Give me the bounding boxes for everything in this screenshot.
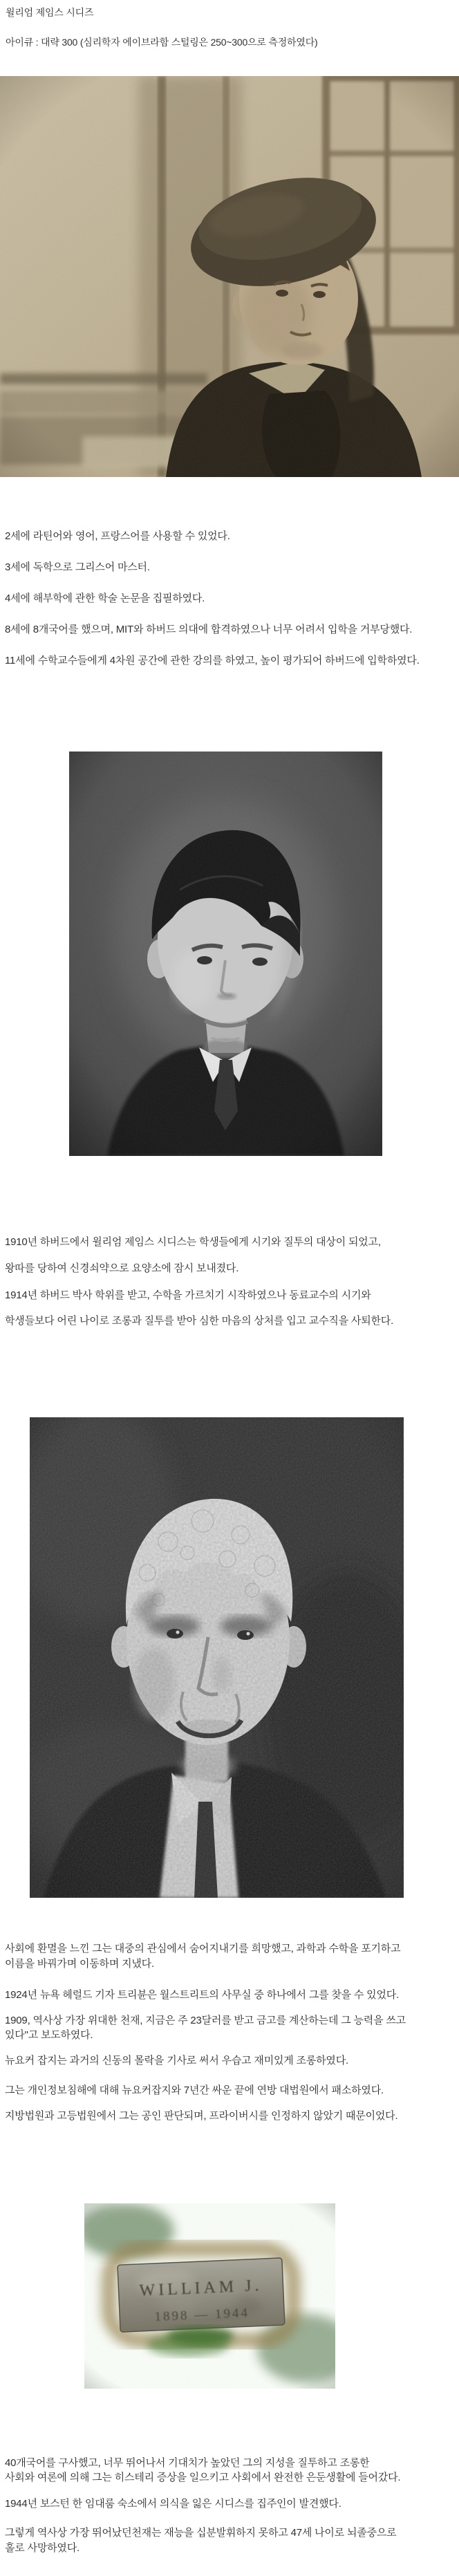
paragraph-line: 1914년 하버드 박사 학위를 받고, 수학을 가르치기 시작하였으나 동료교수의 시기와 (5, 1289, 371, 1301)
paragraph-line: 있다"고 보도하였다. (5, 2029, 93, 2041)
paragraph-line: 홀로 사망하였다. (5, 2542, 79, 2554)
paragraph-line: 8세에 8개국어를 했으며, MIT와 하버드 의대에 합격하였으나 너무 어려서 입학을 거부당했다. (5, 624, 413, 635)
photo-child-sidis (0, 76, 459, 477)
paragraph-line: 그렇게 역사상 가장 뛰어났던천재는 재능을 십분발휘하지 못하고 47세 나이로 뇌졸중으로 (5, 2527, 397, 2539)
paragraph-line: 지방법원과 고등법원에서 그는 공인 판단되며, 프라이버시를 인정하지 않았기 때문이었다. (5, 2110, 398, 2122)
paragraph-line: 11세에 수학교수들에게 4차원 공간에 관한 강의를 하였고, 높이 평가되어 하버드에 입학하였다. (5, 655, 420, 666)
paragraph-line: 1924년 뉴욕 헤럴드 기자 트리뷴은 월스트리트의 사무실 중 하나에서 그를 찾을 수 있었다. (5, 1989, 400, 2001)
paragraph-line: 3세에 독학으로 그리스어 마스터. (5, 561, 150, 573)
paragraph-line: 이름을 바꿔가며 이동하며 지냈다. (5, 1958, 154, 1970)
paragraph-line: 40개국어를 구사했고, 너무 뛰어나서 기대치가 높았던 그의 지성을 질투하고 조롱한 (5, 2457, 370, 2469)
photo-adult-sidis (30, 1417, 404, 1898)
photo-student-sidis (69, 752, 382, 1156)
paragraph-line: 4세에 해부학에 관한 학술 논문을 집필하였다. (5, 592, 205, 604)
paragraph-line: 1944년 보스턴 한 임대룸 숙소에서 의식을 잃은 시디스를 집주인이 발견했다. (5, 2498, 341, 2510)
paragraph-line: 2세에 라틴어와 영어, 프랑스어를 사용할 수 있었다. (5, 530, 230, 542)
photo-gravestone (84, 2203, 335, 2389)
paragraph-line: 1909, 역사상 가장 위대한 천재, 지금은 주 23달러를 받고 금고를 계산하는데 그 능력을 쓰고 (5, 2015, 406, 2026)
paragraph-line: 사회와 여론에 의해 그는 히스테리 증상을 일으키고 사회에서 완전한 은둔생활에 들어갔다. (5, 2472, 401, 2483)
paragraph-line: 뉴요커 잡지는 과거의 신동의 몰락을 기사로 써서 우습고 재미있게 조롱하였다. (5, 2055, 348, 2066)
page-title: 윌리엄 제임스 시디즈 (6, 7, 94, 18)
paragraph-line: 학생들보다 어린 나이로 조롱과 질투를 받아 심한 마음의 상처를 입고 교수직을 사퇴한다. (5, 1315, 394, 1327)
iq-line: 아이큐 : 대략 300 (심리학자 에이브라함 스털링은 250~300으로 측정하였다) (6, 37, 318, 48)
paragraph-line: 1910년 하버드에서 윌리엄 제임스 시디스는 학생들에게 시기와 질투의 대상이 되었고, (5, 1236, 381, 1248)
paragraph-line: 사회에 환멸을 느낀 그는 대중의 관심에서 숨어지내기를 희망했고, 과학과 수학을 포기하고 (5, 1943, 401, 1954)
paragraph-line: 그는 개인정보침해에 대해 뉴요커잡지와 7년간 싸운 끝에 연방 대법원에서 패소하였다. (5, 2084, 384, 2096)
paragraph-line: 왕따를 당하여 신경쇠약으로 요양소에 잠시 보내졌다. (5, 1262, 239, 1274)
